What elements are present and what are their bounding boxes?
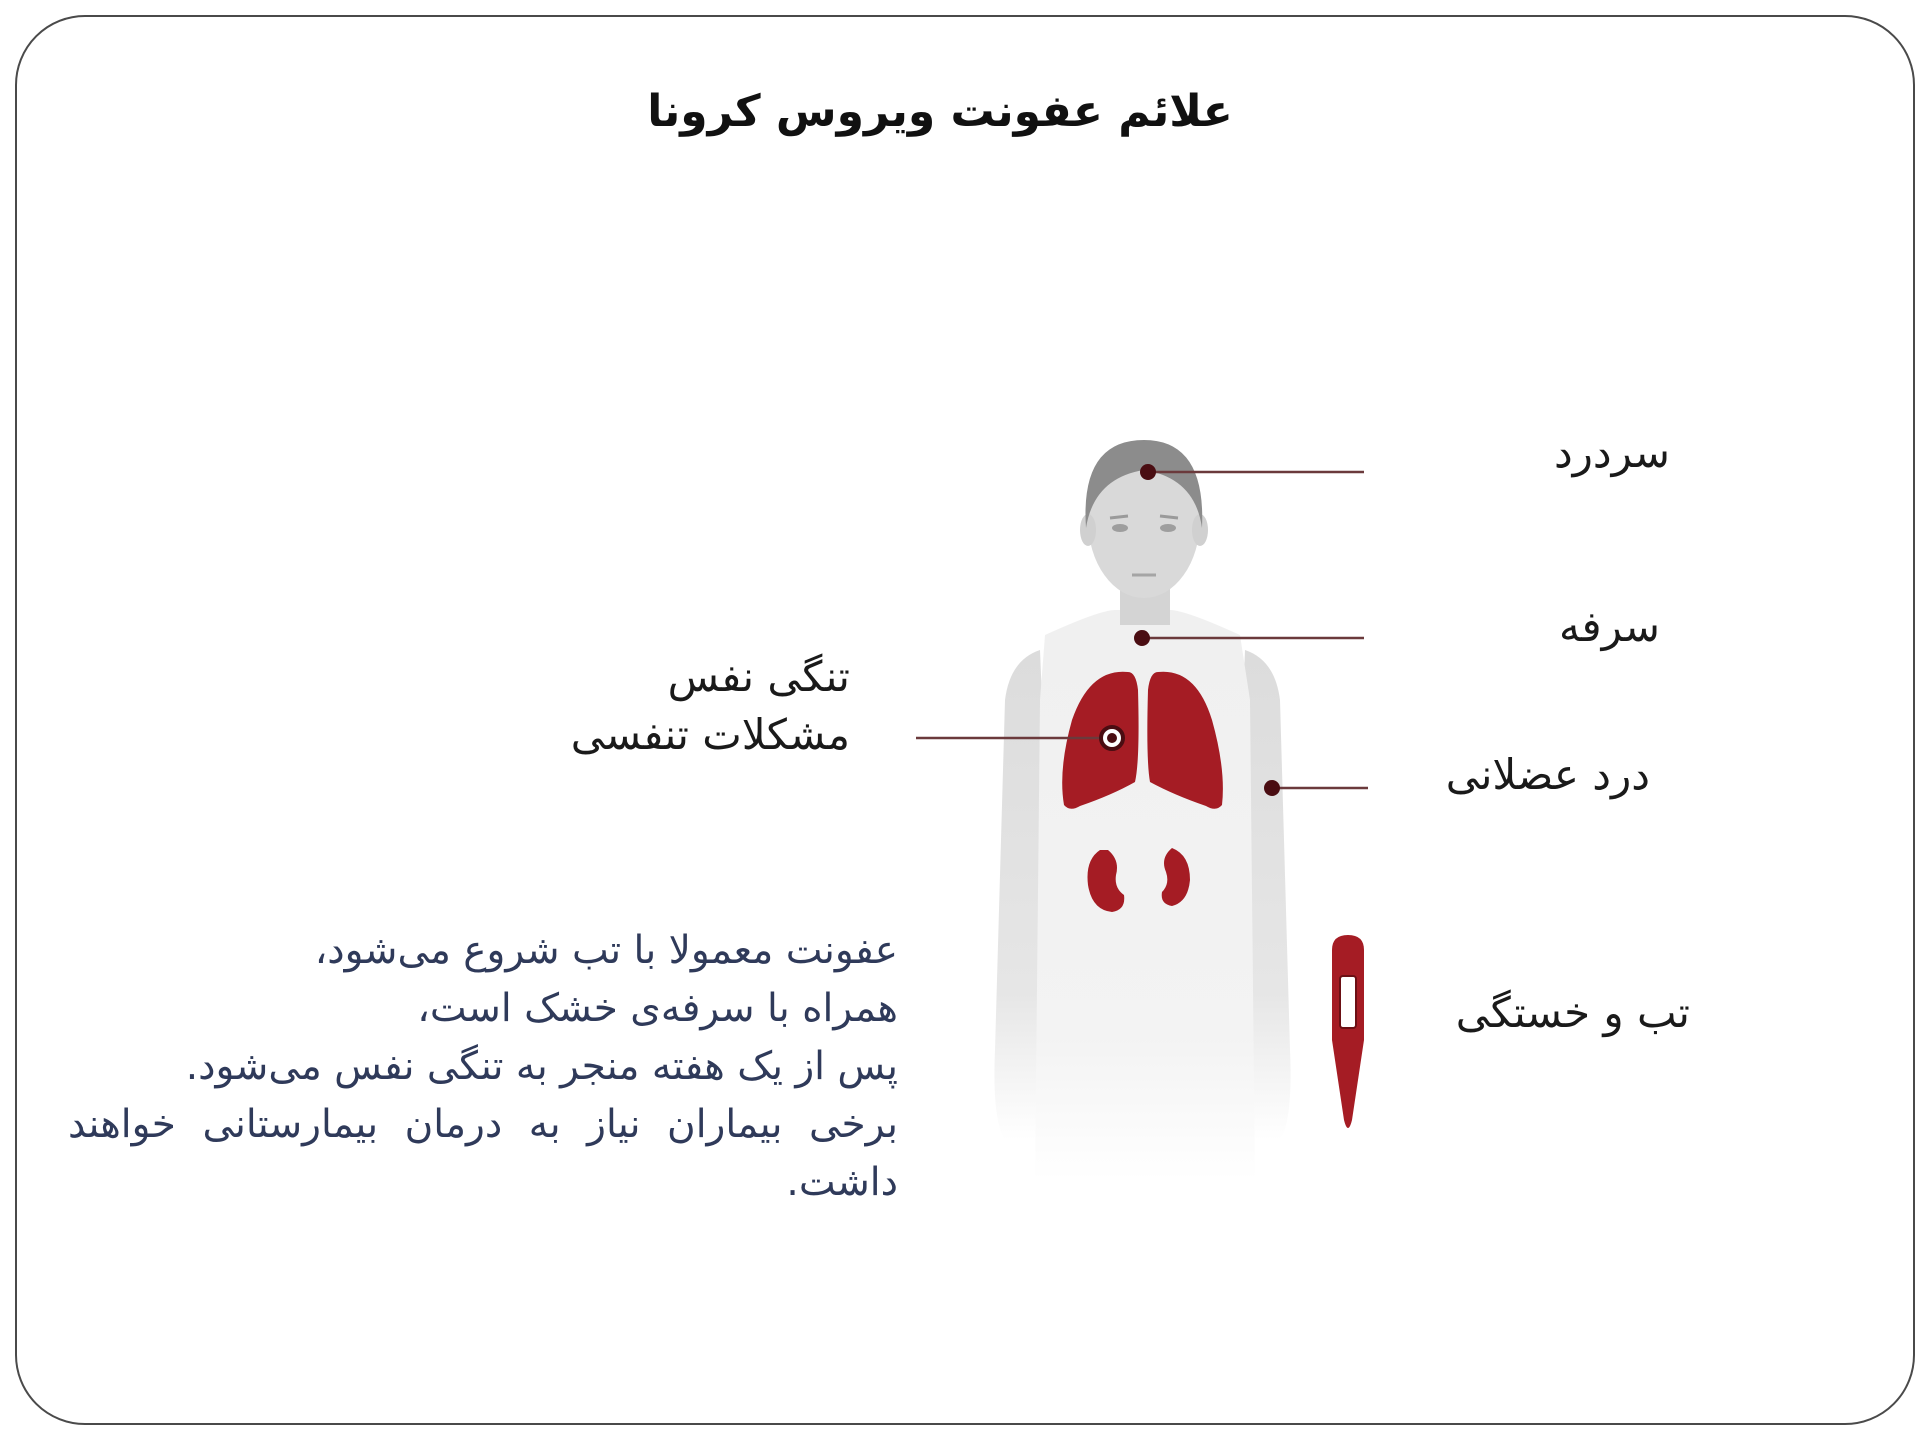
body-silhouette	[994, 580, 1290, 1180]
description-line-4: برخی بیماران نیاز به درمان بیمارستانی خواهند داشت.	[68, 1102, 898, 1205]
description-line-3: پس از یک هفته منجر به تنگی نفس می‌شود.	[185, 1044, 898, 1089]
description-line-1: عفونت معمولا با تب شروع می‌شود،	[314, 928, 898, 973]
label-breathing-shortness: تنگی نفس	[667, 652, 850, 701]
label-fever-fatigue: تب و خستگی	[1455, 988, 1690, 1037]
label-headache: سردرد	[1553, 428, 1670, 477]
label-breathing-problems: مشکلات تنفسی	[570, 710, 850, 759]
label-cough: سرفه	[1559, 602, 1660, 651]
label-muscle-pain: درد عضلانی	[1445, 750, 1650, 799]
head	[1080, 440, 1208, 598]
thermometer-icon	[1332, 935, 1364, 1128]
description-line-2: همراه با سرفه‌ی خشک است،	[417, 986, 898, 1031]
description-text	[68, 922, 898, 1212]
page-title: علائم عفونت ویروس کرونا	[647, 86, 1233, 137]
